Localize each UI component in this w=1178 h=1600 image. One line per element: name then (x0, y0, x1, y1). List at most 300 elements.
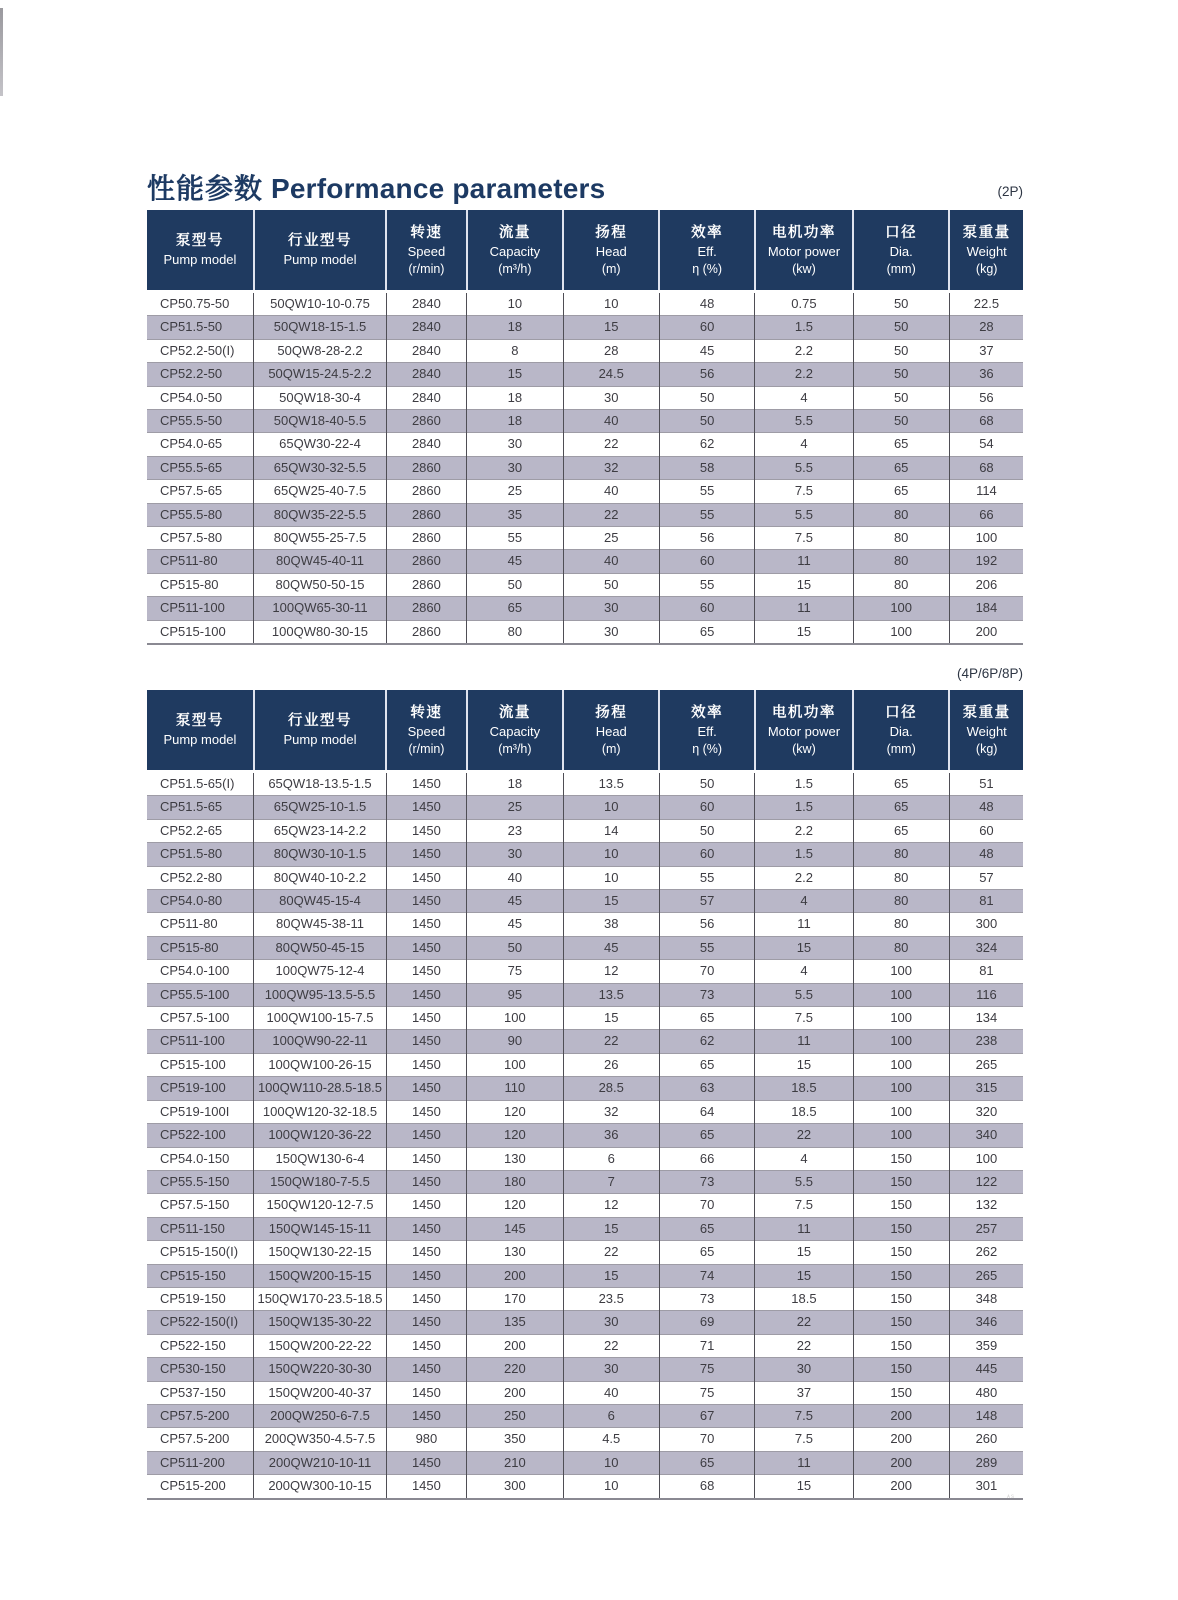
table-cell: 1.5 (755, 316, 853, 339)
table-cell: 26 (563, 1053, 659, 1076)
table-cell: 80 (853, 527, 949, 550)
table-cell: CP511-80 (147, 550, 254, 573)
table-cell: 56 (659, 363, 754, 386)
table-cell: 11 (755, 597, 853, 620)
table-cell: 32 (563, 1100, 659, 1123)
table-cell: 1450 (386, 1287, 467, 1310)
table-cell: 80QW55-25-7.5 (254, 527, 386, 550)
table-cell: CP55.5-100 (147, 983, 254, 1006)
table-cell: 320 (949, 1100, 1023, 1123)
table-cell: 15 (563, 316, 659, 339)
table-cell: 4 (755, 890, 853, 913)
table-cell: 30 (563, 1358, 659, 1381)
table-cell: 22 (755, 1334, 853, 1357)
table-cell: 18 (467, 316, 563, 339)
table-cell: 238 (949, 1030, 1023, 1053)
table-cell: 150 (853, 1358, 949, 1381)
table-cell: 65 (467, 597, 563, 620)
table-cell: 51 (949, 772, 1023, 796)
table-row (147, 1217, 1023, 1240)
table-cell: 100 (467, 1007, 563, 1030)
table-row (147, 983, 1023, 1006)
column-header: 口径 Dia. (mm) (853, 690, 949, 772)
table-cell: CP51.5-65(I) (160, 776, 235, 791)
table-cell: CP54.0-80 (147, 890, 254, 913)
table-cell: 1450 (386, 866, 467, 889)
table-cell: 65QW25-10-1.5 (254, 796, 386, 819)
table-cell: 38 (563, 913, 659, 936)
table-cell: 132 (949, 1194, 1023, 1217)
table-cell: 1450 (386, 1381, 467, 1404)
page-title-english: Performance parameters (271, 172, 606, 204)
table-cell: 30 (563, 597, 659, 620)
table-row (147, 1287, 1023, 1310)
column-header: 行业型号 Pump model (254, 210, 386, 292)
table-cell: 150 (853, 1170, 949, 1193)
table-cell: CP515-100 (147, 1053, 254, 1076)
table-cell: 1450 (386, 819, 467, 842)
table-cell: 100QW75-12-4 (254, 960, 386, 983)
table-cell: 80 (853, 890, 949, 913)
table-cell: 289 (949, 1451, 1023, 1474)
table-cell: 24.5 (563, 363, 659, 386)
table-cell: 15 (755, 936, 853, 959)
table-cell: 180 (467, 1170, 563, 1193)
table-cell: 11 (755, 1030, 853, 1053)
table-cell: CP57.5-200 (147, 1404, 254, 1427)
table-row (147, 936, 1023, 959)
table-cell: 359 (949, 1334, 1023, 1357)
table-cell: CP57.5-100 (147, 1007, 254, 1030)
table-cell: 70 (659, 1194, 754, 1217)
table-row (147, 1311, 1023, 1334)
table-cell: CP51.5-50 (147, 316, 254, 339)
table-cell: 100QW100-15-7.5 (254, 1007, 386, 1030)
table-cell: 65QW23-14-2.2 (254, 819, 386, 842)
table-cell: 340 (949, 1124, 1023, 1147)
table-cell: 350 (467, 1428, 563, 1451)
table-cell: 80QW45-40-11 (254, 550, 386, 573)
table-cell: 7.5 (755, 1404, 853, 1427)
table-cell: 120 (467, 1124, 563, 1147)
table-cell: 80QW35-22-5.5 (254, 503, 386, 526)
table-cell: 60 (659, 316, 754, 339)
table-cell: 220 (467, 1358, 563, 1381)
table-cell: 23 (467, 819, 563, 842)
table-row (147, 1241, 1023, 1264)
table-cell: 100 (853, 960, 949, 983)
table-cell: 130 (467, 1147, 563, 1170)
table-cell: 116 (949, 983, 1023, 1006)
table-cell: 170 (467, 1287, 563, 1310)
table-cell: CP57.5-150 (147, 1194, 254, 1217)
header-row (147, 690, 1023, 772)
table-cell: 18.5 (755, 1100, 853, 1123)
table-cell: 1450 (386, 1404, 467, 1427)
table-row (147, 913, 1023, 936)
table-cell: 30 (563, 1311, 659, 1334)
table-cell: CP55.5-150 (147, 1170, 254, 1193)
table-cell: CP52.2-50(I) (147, 339, 254, 362)
table-cell: 150 (853, 1217, 949, 1240)
table-cell: 10 (467, 292, 563, 316)
table-cell: 150QW135-30-22 (254, 1311, 386, 1334)
table-cell: 2840 (386, 386, 467, 409)
table-cell: 1450 (386, 1264, 467, 1287)
table-cell: 45 (659, 339, 754, 362)
table-cell: 37 (949, 339, 1023, 362)
column-header: 效率 Eff. η (%) (659, 690, 754, 772)
table-cell: 148 (949, 1404, 1023, 1427)
table-cell: 200 (467, 1334, 563, 1357)
table-cell: 10 (563, 843, 659, 866)
table-cell: 65QW25-40-7.5 (254, 480, 386, 503)
table-cell: 100 (853, 1053, 949, 1076)
table-cell: CP519-150 (147, 1287, 254, 1310)
table-cell: CP57.5-200 (147, 1428, 254, 1451)
table-cell: 50QW18-40-5.5 (254, 410, 386, 433)
table-row (147, 843, 1023, 866)
table-row (147, 960, 1023, 983)
table-cell: 150QW200-15-15 (254, 1264, 386, 1287)
table-cell: 80QW45-38-11 (254, 913, 386, 936)
table-cell: CP519-100I (147, 1100, 254, 1123)
table-cell: CP515-200 (147, 1475, 254, 1499)
table-cell: 200 (949, 620, 1023, 644)
table-cell: 265 (949, 1053, 1023, 1076)
table-cell: 122 (949, 1170, 1023, 1193)
table-cell: 100QW90-22-11 (254, 1030, 386, 1053)
table-cell: 100QW65-30-11 (254, 597, 386, 620)
table-cell: 50 (659, 410, 754, 433)
table-cell: 40 (563, 480, 659, 503)
table-cell: 22 (755, 1124, 853, 1147)
column-header: 电机功率 Motor power (kw) (755, 210, 853, 292)
table-cell: 25 (467, 480, 563, 503)
table-cell: 7 (563, 1170, 659, 1193)
table-cell: 30 (755, 1358, 853, 1381)
table-cell: 60 (659, 550, 754, 573)
table-cell: 32 (563, 456, 659, 479)
table-cell: 80QW50-50-15 (254, 573, 386, 596)
table-cell: 73 (659, 983, 754, 1006)
table-row (147, 890, 1023, 913)
table-cell: 14 (563, 819, 659, 842)
table-cell: 1450 (386, 1241, 467, 1264)
table-cell: 40 (467, 866, 563, 889)
table-cell: 80QW40-10-2.2 (254, 866, 386, 889)
table-cell: 22 (563, 1241, 659, 1264)
table-cell: 18 (467, 386, 563, 409)
table-cell: 40 (563, 1381, 659, 1404)
table-cell: CP54.0-50 (147, 386, 254, 409)
table-cell: 23.5 (563, 1287, 659, 1310)
table-cell: 22.5 (949, 292, 1023, 316)
table-cell: 36 (563, 1124, 659, 1147)
table-cell: 2.2 (755, 866, 853, 889)
table-cell: 30 (563, 386, 659, 409)
table-row (147, 410, 1023, 433)
table-cell: 65QW18-13.5-1.5 (254, 772, 386, 796)
table-cell: 100QW120-32-18.5 (254, 1100, 386, 1123)
table-cell: CP54.0-150 (147, 1147, 254, 1170)
table-cell: 18 (467, 410, 563, 433)
table-cell: 150 (853, 1264, 949, 1287)
column-header: 效率 Eff. η (%) (659, 210, 754, 292)
table-cell: 65 (659, 1124, 754, 1147)
table-cell: 80QW45-15-4 (254, 890, 386, 913)
table-cell: 0.75 (755, 292, 853, 316)
table-row (147, 550, 1023, 573)
table-row (147, 480, 1023, 503)
table-cell: 150QW220-30-30 (254, 1358, 386, 1381)
table-cell: CP51.5-65 (147, 796, 254, 819)
table-cell: 1450 (386, 1007, 467, 1030)
table-cell: 2.2 (755, 363, 853, 386)
table-cell: 63 (659, 1077, 754, 1100)
table-row (147, 363, 1023, 386)
table-cell: 70 (659, 960, 754, 983)
table-cell: 7.5 (755, 480, 853, 503)
table-cell: 64 (659, 1100, 754, 1123)
table-cell: 75 (659, 1358, 754, 1381)
table-cell: CP522-100 (147, 1124, 254, 1147)
table-cell: 100 (853, 983, 949, 1006)
table-row (147, 316, 1023, 339)
table-cell: 15 (563, 1264, 659, 1287)
table-cell: 18.5 (755, 1287, 853, 1310)
table-cell: 480 (949, 1381, 1023, 1404)
table-row (147, 527, 1023, 550)
table-cell: 265 (949, 1264, 1023, 1287)
table-cell: 73 (659, 1170, 754, 1193)
table-cell: 48 (659, 292, 754, 316)
table-cell: 150 (853, 1381, 949, 1404)
table-cell: 81 (949, 890, 1023, 913)
table-cell: 66 (949, 503, 1023, 526)
table-cell: 12 (563, 960, 659, 983)
table-cell: 100 (853, 1124, 949, 1147)
table-cell: 15 (755, 1264, 853, 1287)
table-cell: 50 (853, 339, 949, 362)
table-cell: 100 (949, 527, 1023, 550)
table-cell: 7.5 (755, 1428, 853, 1451)
table-cell: CP530-150 (147, 1358, 254, 1381)
table-cell: 120 (467, 1194, 563, 1217)
table-cell: 58 (659, 456, 754, 479)
table-cell: 65 (659, 1451, 754, 1474)
table-cell: 50 (563, 573, 659, 596)
table-cell: 1450 (386, 1053, 467, 1076)
table-cell: 30 (563, 620, 659, 644)
table-row (147, 1381, 1023, 1404)
table-cell: 1450 (386, 936, 467, 959)
table-cell: 5.5 (755, 503, 853, 526)
table-cell: 5.5 (755, 410, 853, 433)
table-cell: 7.5 (755, 1007, 853, 1030)
table-cell: 55 (467, 527, 563, 550)
table-cell: 200 (467, 1381, 563, 1404)
table-cell: 1450 (386, 913, 467, 936)
table-row (147, 796, 1023, 819)
table-cell: 56 (659, 527, 754, 550)
table-row (147, 456, 1023, 479)
table-cell: 100QW80-30-15 (254, 620, 386, 644)
table-cell: 50 (853, 292, 949, 316)
table-cell: 55 (659, 573, 754, 596)
table-cell: 80 (853, 913, 949, 936)
table-row (147, 819, 1023, 842)
table-cell: 22 (755, 1311, 853, 1334)
table-cell: 2860 (386, 456, 467, 479)
table-cell: 324 (949, 936, 1023, 959)
table-cell: 81 (949, 960, 1023, 983)
table-row (147, 292, 1023, 316)
table-cell: 200 (467, 1264, 563, 1287)
table-cell: 200 (853, 1451, 949, 1474)
table-cell: 260 (949, 1428, 1023, 1451)
table-cell: 1450 (386, 1217, 467, 1240)
table-cell: CP55.5-80 (147, 503, 254, 526)
table-cell: 65 (659, 1241, 754, 1264)
table-cell: 200 (853, 1428, 949, 1451)
table-cell: 1450 (386, 1147, 467, 1170)
table-cell: 100 (853, 597, 949, 620)
table-cell: CP51.5-80 (147, 843, 254, 866)
table-cell: 200QW250-6-7.5 (254, 1404, 386, 1427)
table-cell: 4 (755, 386, 853, 409)
table-cell: 1450 (386, 1030, 467, 1053)
table-cell: 28 (563, 339, 659, 362)
table-cell: 50 (853, 363, 949, 386)
table-cell: 2840 (386, 363, 467, 386)
column-header: 泵型号 Pump model (147, 690, 254, 772)
table-cell: 15 (563, 890, 659, 913)
table-cell: 257 (949, 1217, 1023, 1240)
table-cell: 200QW300-10-15 (254, 1475, 386, 1499)
performance-table-4p6p8p (147, 690, 1023, 1500)
table-cell: 15 (755, 1053, 853, 1076)
table-cell: 150QW170-23.5-18.5 (254, 1287, 386, 1310)
table-cell: 150QW180-7-5.5 (254, 1170, 386, 1193)
table-row (147, 1264, 1023, 1287)
table-cell: 70 (659, 1428, 754, 1451)
table-cell: CP54.0-100 (147, 960, 254, 983)
table-row (147, 1358, 1023, 1381)
table-cell: 11 (755, 550, 853, 573)
table-cell: 60 (659, 843, 754, 866)
table-cell: 56 (949, 386, 1023, 409)
table-cell: 11 (755, 1217, 853, 1240)
table-cell: 1450 (386, 1475, 467, 1499)
table-cell: 80QW30-10-1.5 (254, 843, 386, 866)
table-cell: CP57.5-65 (147, 480, 254, 503)
table-cell: 150QW120-12-7.5 (254, 1194, 386, 1217)
table-cell: 150QW130-22-15 (254, 1241, 386, 1264)
table-cell: 1450 (386, 1451, 467, 1474)
table-cell: 11 (755, 913, 853, 936)
table-cell: 45 (467, 890, 563, 913)
table-row (147, 1007, 1023, 1030)
table-cell: 69 (659, 1311, 754, 1334)
table-cell: 50 (853, 316, 949, 339)
table-cell: 1450 (386, 843, 467, 866)
table-cell: 65QW30-22-4 (254, 433, 386, 456)
table-row (147, 1147, 1023, 1170)
performance-table-2p (147, 210, 1023, 645)
table-cell: 150 (853, 1287, 949, 1310)
table-row (147, 1077, 1023, 1100)
table-cell: 200 (853, 1404, 949, 1427)
table-cell: 68 (949, 456, 1023, 479)
table-cell: 45 (467, 550, 563, 573)
table-cell: 12 (563, 1194, 659, 1217)
column-header: 转速 Speed (r/min) (386, 690, 467, 772)
table-cell: 315 (949, 1077, 1023, 1100)
table-cell: 1450 (386, 1194, 467, 1217)
table-cell: 100QW100-26-15 (254, 1053, 386, 1076)
table-cell: 80 (853, 936, 949, 959)
table-row (147, 1428, 1023, 1451)
table-cell: 1450 (386, 1334, 467, 1357)
table-cell: 184 (949, 597, 1023, 620)
table-cell: 200QW210-10-11 (254, 1451, 386, 1474)
table-cell: 65 (659, 620, 754, 644)
table-cell: 40 (563, 550, 659, 573)
table-cell: 1450 (386, 1311, 467, 1334)
table-row (147, 573, 1023, 596)
table-cell: 192 (949, 550, 1023, 573)
table-cell: 80 (853, 843, 949, 866)
table-cell: 1450 (386, 1358, 467, 1381)
table-cell: 2860 (386, 527, 467, 550)
table-cell: CP515-150 (147, 1264, 254, 1287)
table-cell: 4.5 (563, 1428, 659, 1451)
table-row (147, 1100, 1023, 1123)
table-cell: 15 (755, 573, 853, 596)
table-cell: 5.5 (755, 1170, 853, 1193)
table-cell: CP537-150 (147, 1381, 254, 1404)
table-cell: 60 (659, 597, 754, 620)
table-cell: 100 (853, 1100, 949, 1123)
table-cell: 57 (949, 866, 1023, 889)
table-cell: 55 (659, 480, 754, 503)
column-header: 流量 Capacity (m³/h) (467, 690, 563, 772)
table-cell: 10 (563, 866, 659, 889)
table-cell: CP515-100 (147, 620, 254, 644)
table-cell: 4 (755, 1147, 853, 1170)
table-cell: 100 (949, 1147, 1023, 1170)
table-cell: 1.5 (755, 843, 853, 866)
table-cell: 74 (659, 1264, 754, 1287)
table-cell: 65 (659, 1053, 754, 1076)
table-cell: 50QW18-30-4 (254, 386, 386, 409)
table-cell: CP515-80 (147, 936, 254, 959)
table-cell: 15 (563, 1007, 659, 1030)
table-cell: 48 (949, 796, 1023, 819)
table-cell: CP57.5-80 (147, 527, 254, 550)
table-cell: 4 (755, 433, 853, 456)
table-cell: 150QW145-15-11 (254, 1217, 386, 1240)
table-cell: 60 (949, 819, 1023, 842)
table-cell: 50QW18-15-1.5 (254, 316, 386, 339)
table-row (147, 1334, 1023, 1357)
table-cell: 13.5 (563, 772, 659, 796)
column-header: 扬程 Head (m) (563, 690, 659, 772)
table-cell: 1450 (386, 1170, 467, 1193)
table-cell: 62 (659, 433, 754, 456)
table-cell: 1450 (386, 1124, 467, 1147)
